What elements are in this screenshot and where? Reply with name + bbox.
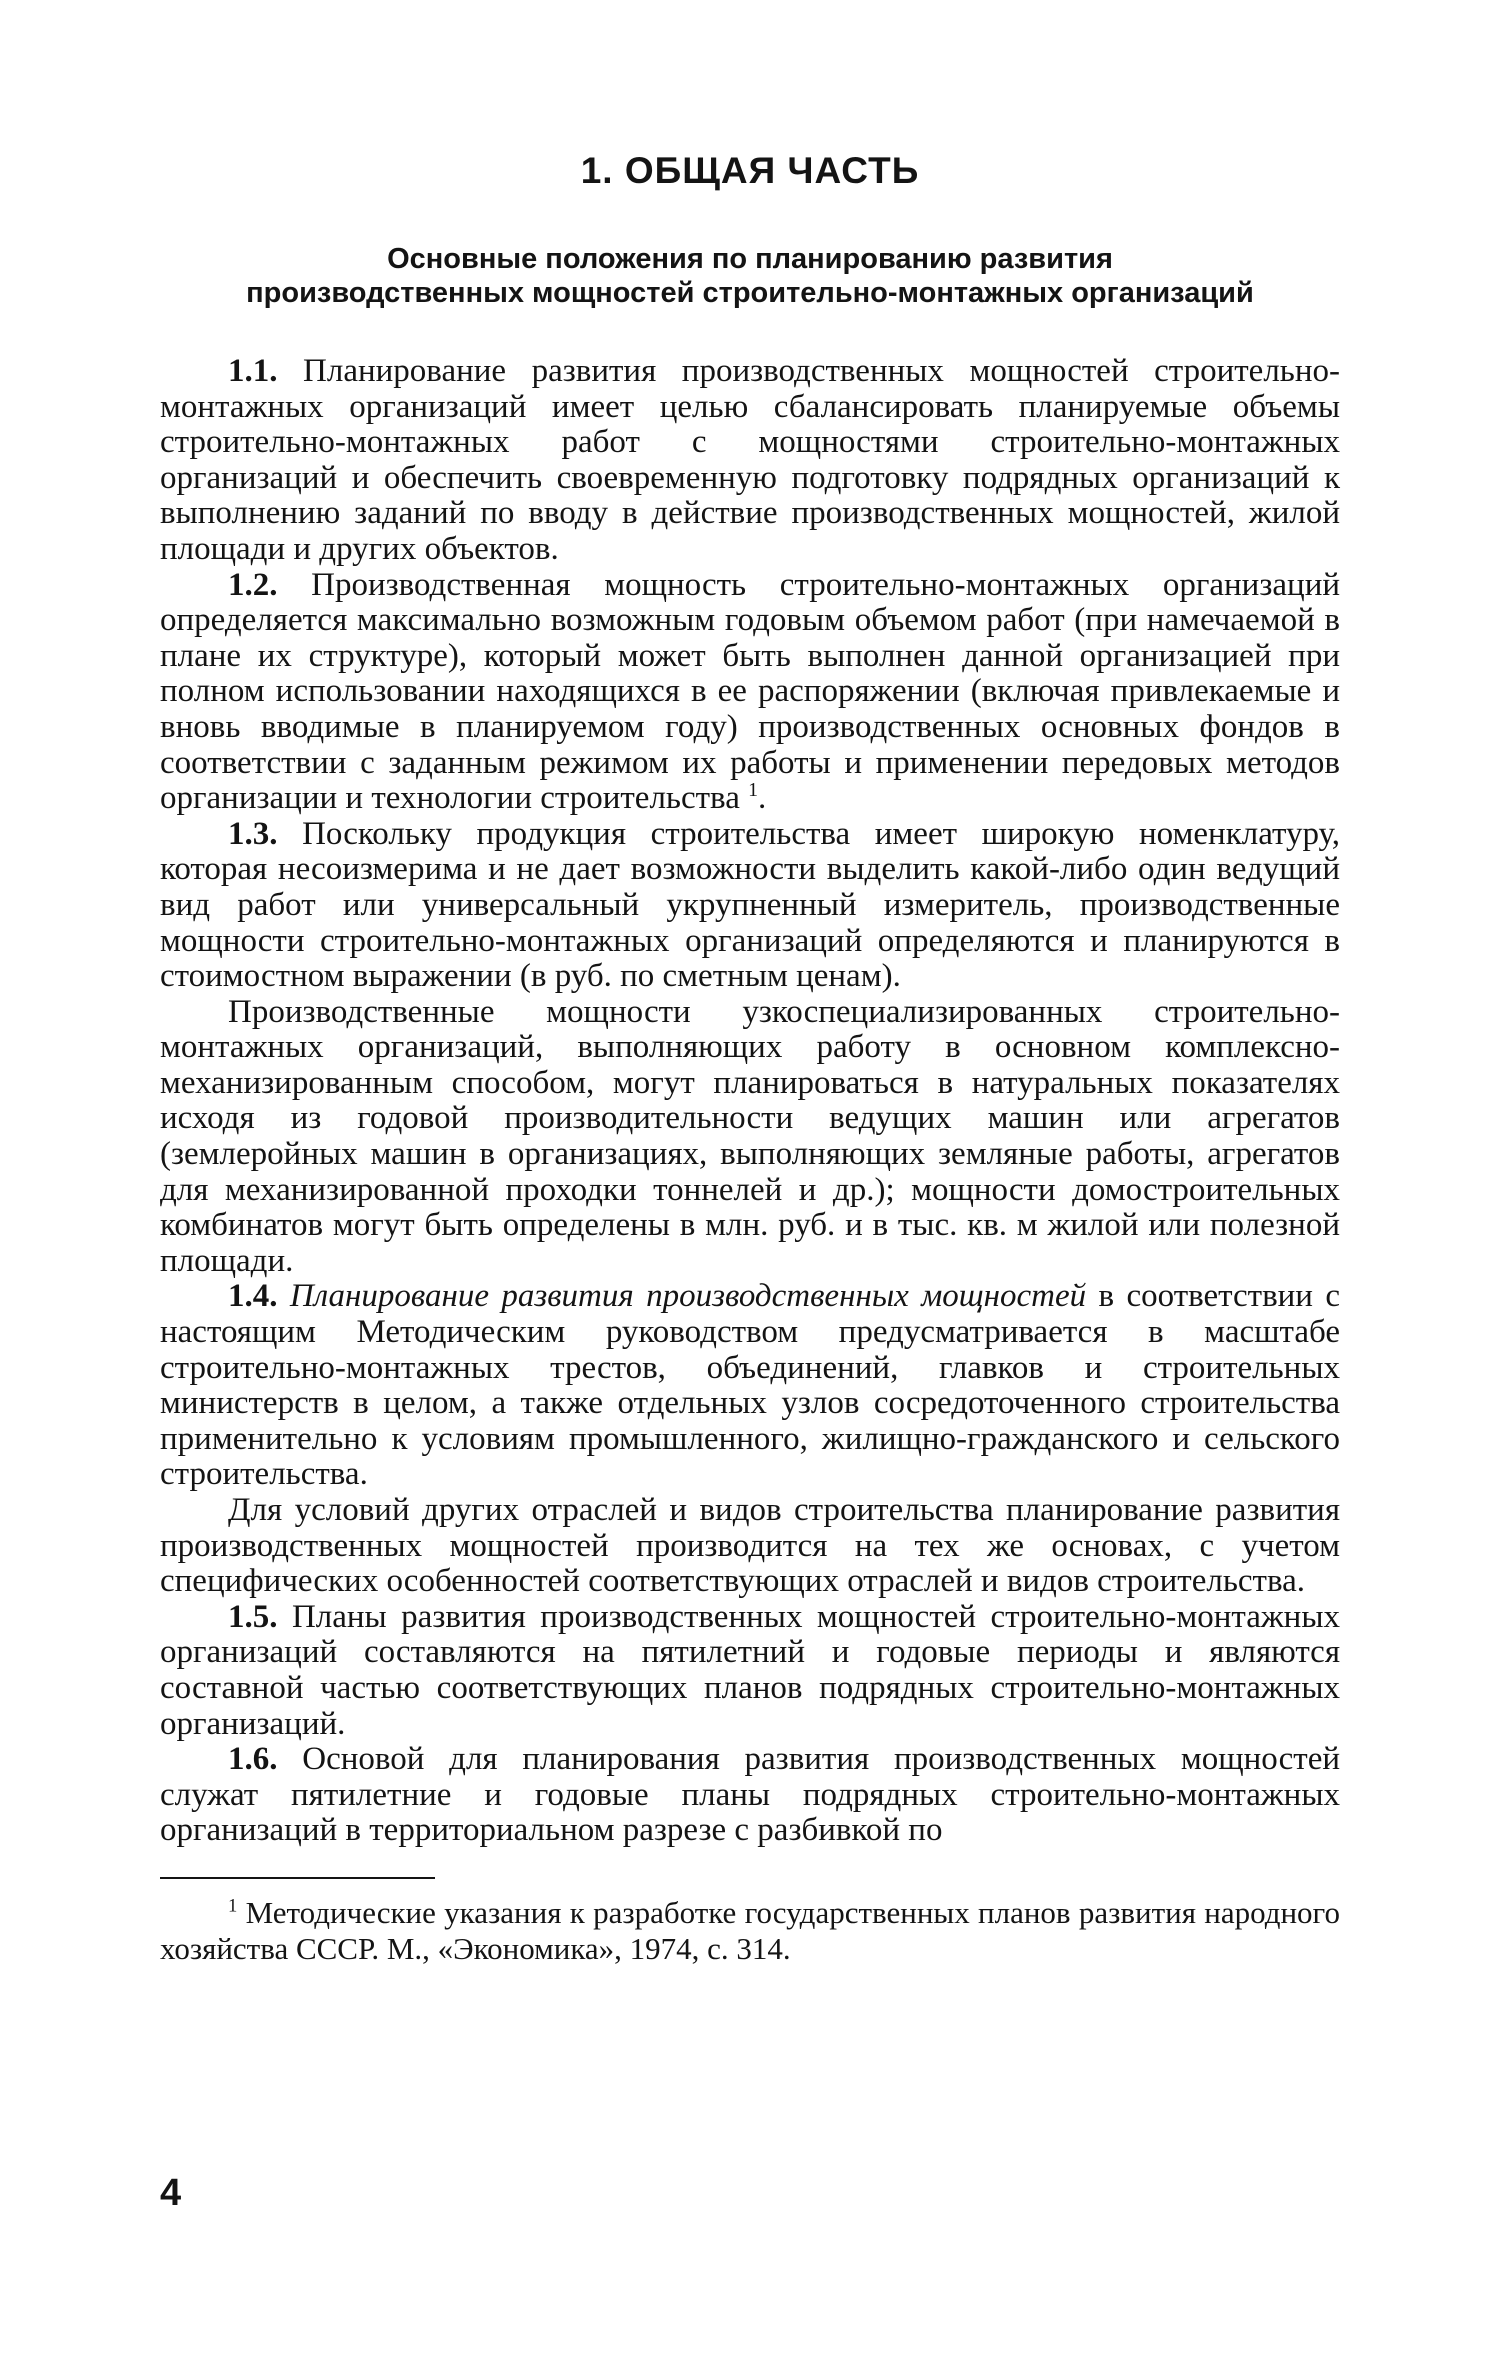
footnote-divider xyxy=(160,1877,435,1879)
paragraph-number: 1.4. xyxy=(228,1278,278,1315)
paragraph-text: Планирование развития производственных мощностей строительно-монтажных организаций имеет целью сбалансировать планируемые объемы строительно-монтажных работ с мощностями строительно-монтажных организаций и обеспечить своевременную подготовку подрядных организаций к выполнению заданий по вводу в действие производственных мощностей, жилой площади и других объектов. xyxy=(160,353,1340,567)
paragraph-1-3-continued xyxy=(160,995,1340,1280)
footnote-text-block xyxy=(160,1895,1340,1967)
footnote-ref: 1 xyxy=(748,779,758,802)
paragraph-number: 1.3. xyxy=(228,815,278,852)
paragraph-1-4 xyxy=(160,1279,1340,1493)
paragraph-1-1 xyxy=(160,354,1340,568)
paragraph-number: 1.2. xyxy=(228,566,278,603)
paragraph-text: Планы развития производственных мощностей строительно-монтажных организаций составляются на пятилетний и годовые периоды и являются составной частью соответствующих планов подрядных строительно-монтажных организаций. xyxy=(160,1598,1341,1742)
body-text xyxy=(160,354,1340,1849)
paragraph-1-4-continued xyxy=(160,1493,1340,1600)
paragraph-number: 1.6. xyxy=(228,1741,278,1778)
footnote-marker: 1 xyxy=(228,1895,238,1917)
paragraph-emphasis: Планирование развития производственных мощностей xyxy=(289,1278,1087,1315)
paragraph-text: Основой для планирования развития производственных мощностей служат пятилетние и годовые планы подрядных строительно-монтажных организаций в территориальном разрезе с разбивкой по xyxy=(160,1741,1341,1849)
paragraph-1-5 xyxy=(160,1600,1340,1742)
footnote-text: Методические указания к разработке государственных планов развития народного хозяйства СССР. М., «Экономика», 1974, с. 314. xyxy=(160,1894,1340,1966)
paragraph-text: Производственная мощность строительно-монтажных организаций определяется максимально возможным годовым объемом работ (при намечаемой в плане их структуре), который может быть выполнен данной организацией при полном использовании находящихся в ее распоряжении (включая привлекаемые и вновь вводимые в планируемом году) производственных основных фондов в соответствии с заданным режимом их работы и применении передовых методов организации и технологии строительства xyxy=(160,566,1341,817)
section-title-line-2: производственных мощностей строительно-монтажных организаций xyxy=(246,277,1254,309)
page-number: 4 xyxy=(160,2172,182,2214)
paragraph-1-3 xyxy=(160,817,1340,995)
paragraph-1-2 xyxy=(160,568,1340,817)
section-title-line-1: Основные положения по планированию развития xyxy=(387,243,1113,275)
section-title xyxy=(160,242,1340,310)
paragraph-number: 1.1. xyxy=(228,353,278,389)
paragraph-text: Поскольку продукция строительства имеет широкую номенклатуру, которая несоизмерима и не дает возможности выделить какой-либо один ведущий вид работ или универсальный укрупненный измеритель, производственные мощности строительно-монтажных организаций определяются и планируются в стоимостном выражении (в руб. по сметным ценам). xyxy=(160,815,1340,995)
paragraph-text: в соответствии с настоящим Методическим руководством предусматривается в масштабе строительно-монтажных трестов, объединений, главков и строительных министерств в целом, а также отдельных узлов сосредоточенного строительства применительно к условиям промышленного, жилищно-гражданского и сельского строительства. xyxy=(160,1278,1340,1493)
paragraph-text: Для условий других отраслей и видов строительства планирование развития производственных мощностей производится на тех же основах, с учетом специфических особенностей соответствующих отраслей и видов строительства. xyxy=(160,1492,1340,1600)
paragraph-text: Производственные мощности узкоспециализированных строительно-монтажных организаций, выполняющих работу в основном комплексно-механизированным способом, могут планироваться в натуральных показателях исходя из годовой производительности ведущих машин или агрегатов (землеройных машин в организациях, выполняющих земляные работы, агрегатов для механизированной проходки тоннелей и др.); мощности домостроительных комбинатов могут быть определены в млн. руб. и в тыс. кв. м жилой или полезной площади. xyxy=(160,993,1340,1279)
paragraph-end: . xyxy=(757,780,767,817)
document-page xyxy=(160,150,1340,1967)
paragraph-1-6 xyxy=(160,1742,1340,1849)
paragraph-number: 1.5. xyxy=(228,1598,278,1635)
footnote xyxy=(160,1895,1340,1967)
chapter-title: 1. ОБЩАЯ ЧАСТЬ xyxy=(580,150,920,191)
